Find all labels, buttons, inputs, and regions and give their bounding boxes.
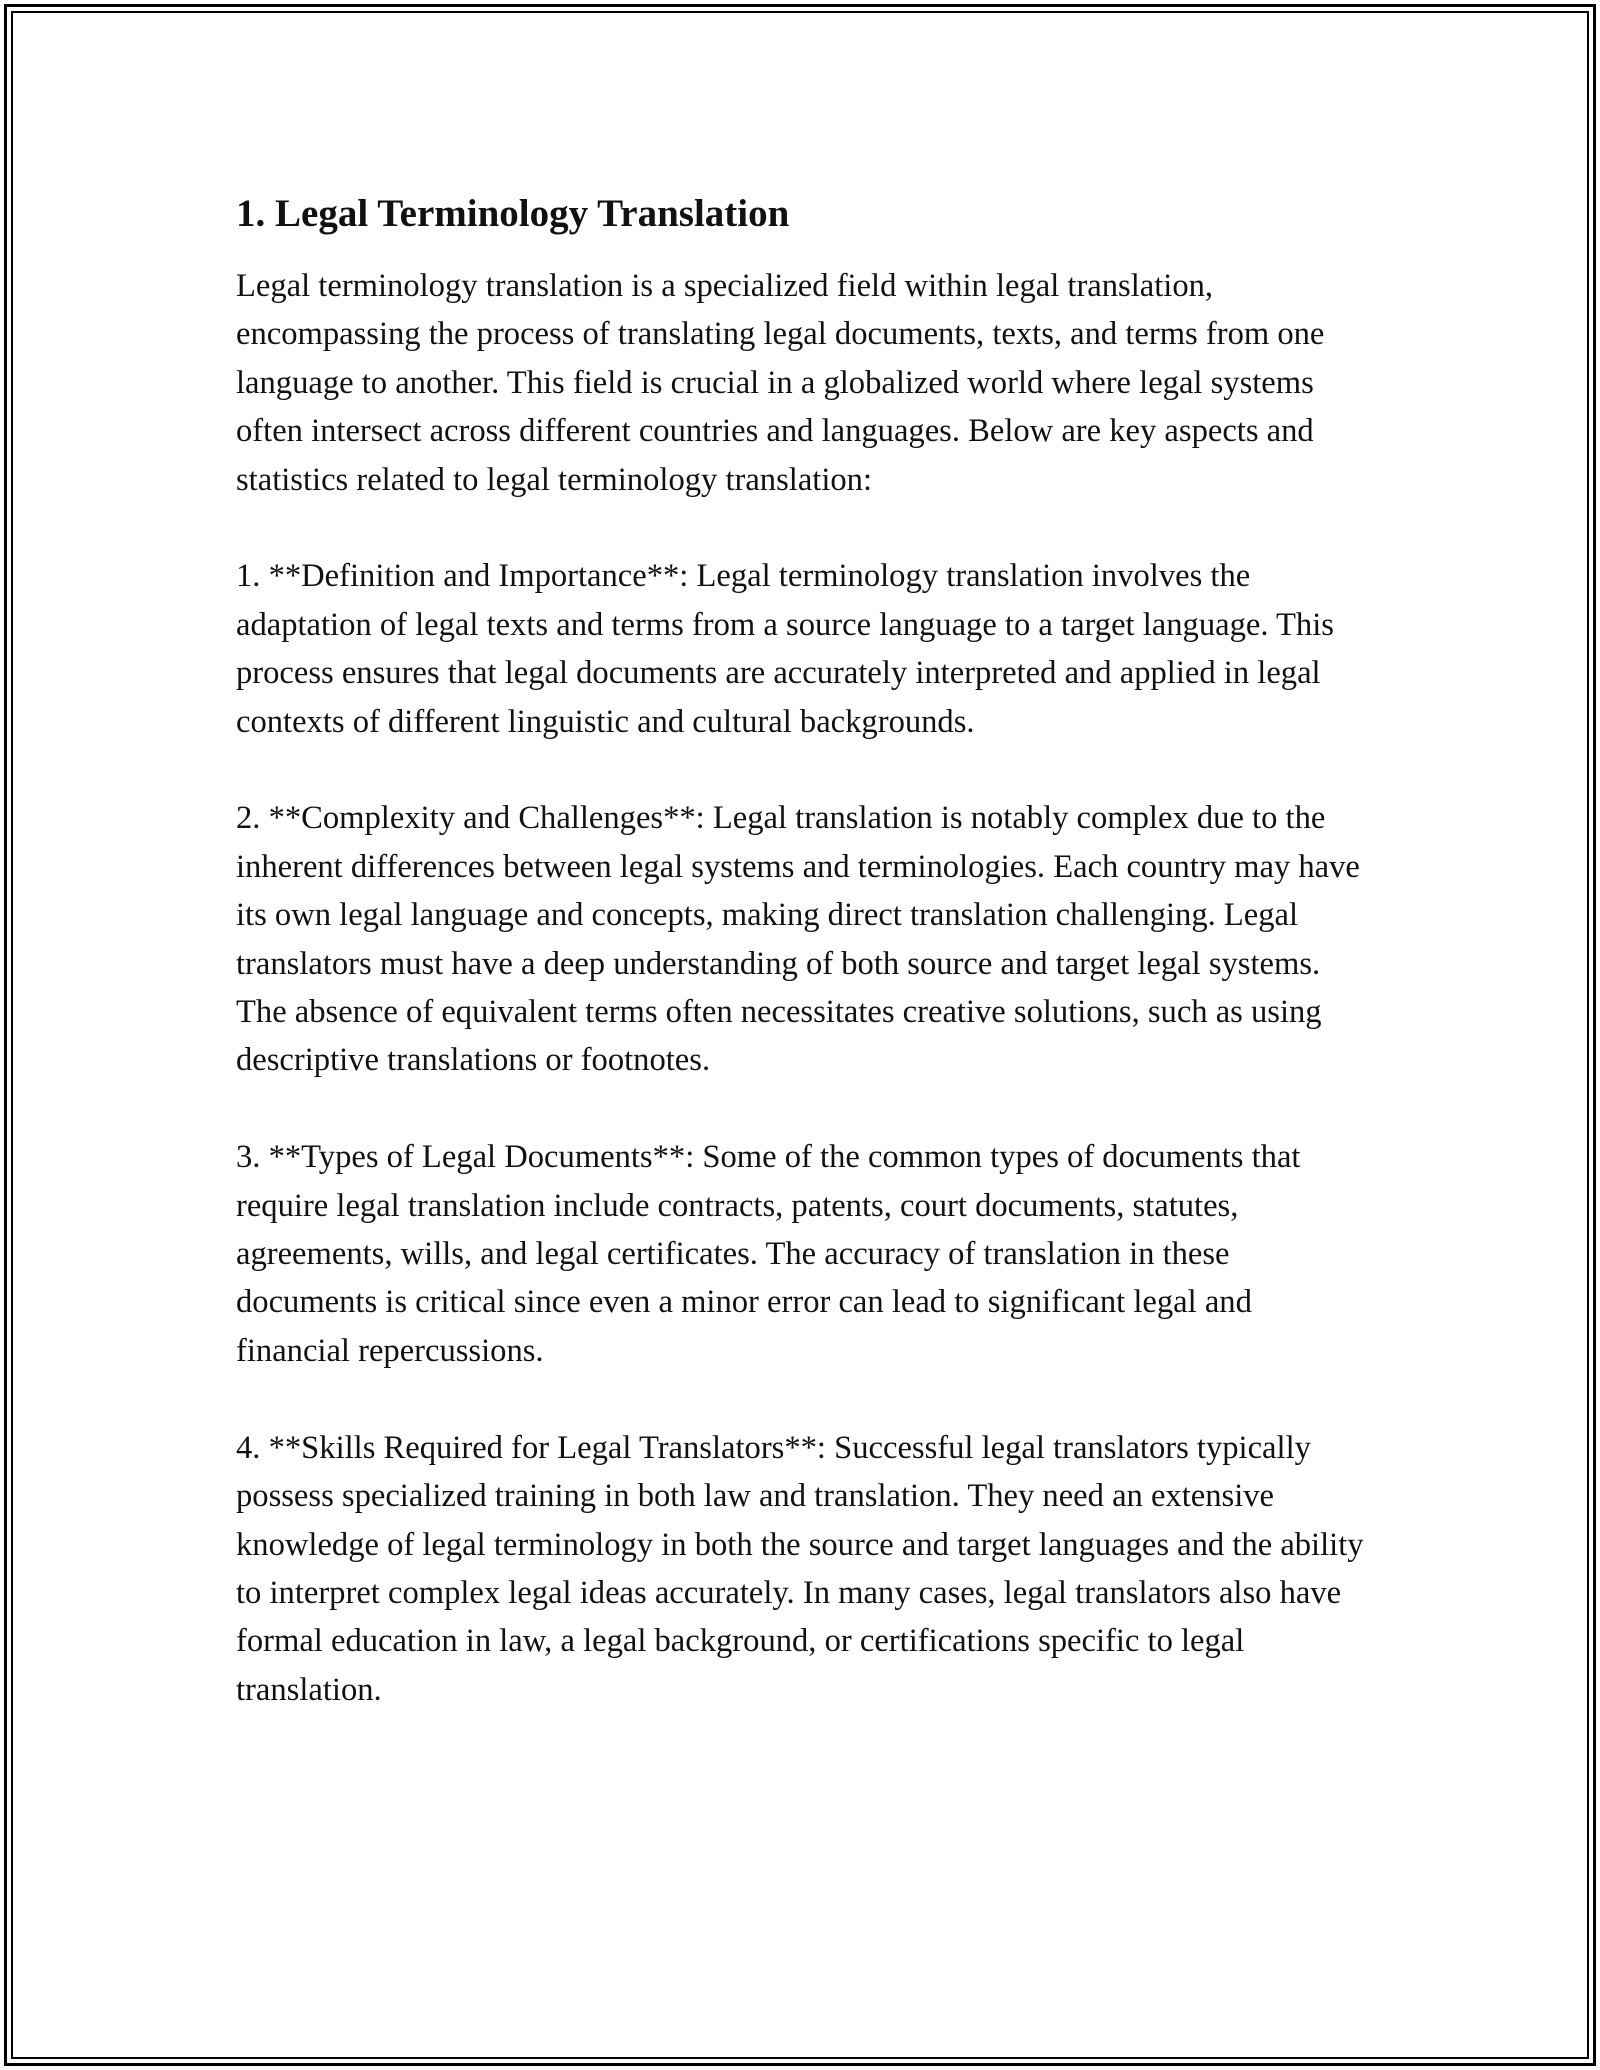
page-title: 1. Legal Terminology Translation <box>236 192 790 235</box>
point-types-legal-documents: 3. **Types of Legal Documents**: Some of the common types of documents that require legal translation include contracts, patents, court documents, statutes, agreements, wills, and legal certificates. The accuracy of translation in these documents is critical since even a minor error can lead to significant legal and financial repercussions. <box>236 1139 1301 1369</box>
document-body <box>236 188 1366 1763</box>
point-skills-required: 4. **Skills Required for Legal Translators**: Successful legal translators typically possess specialized training in both law and translation. They need an extensive knowledge of legal terminology in both the source and target languages and the ability to interpret complex legal ideas accurately. In many cases, legal translators also have formal education in law, a legal background, or certifications specific to legal translation. <box>236 1429 1364 1708</box>
point-complexity-challenges: 2. **Complexity and Challenges**: Legal translation is notably complex due to the inherent differences between legal systems and terminologies. Each country may have its own legal language and concepts, making direct translation challenging. Legal translators must have a deep understanding of both source and target legal systems. The absence of equivalent terms often necessitates creative solutions, such as using descriptive translations or footnotes. <box>236 800 1360 1079</box>
intro-paragraph: Legal terminology translation is a specialized field within legal translation, encompassing the process of translating legal documents, texts, and terms from one language to another. This field is crucial in a globalized world where legal systems often intersect across different countries and languages. Below are key aspects and statistics related to legal terminology translation: <box>236 268 1325 498</box>
point-definition-importance: 1. **Definition and Importance**: Legal terminology translation involves the adaptation of legal texts and terms from a source language to a target language. This process ensures that legal documents are accurately interpreted and applied in legal contexts of different linguistic and cultural backgrounds. <box>236 558 1334 740</box>
